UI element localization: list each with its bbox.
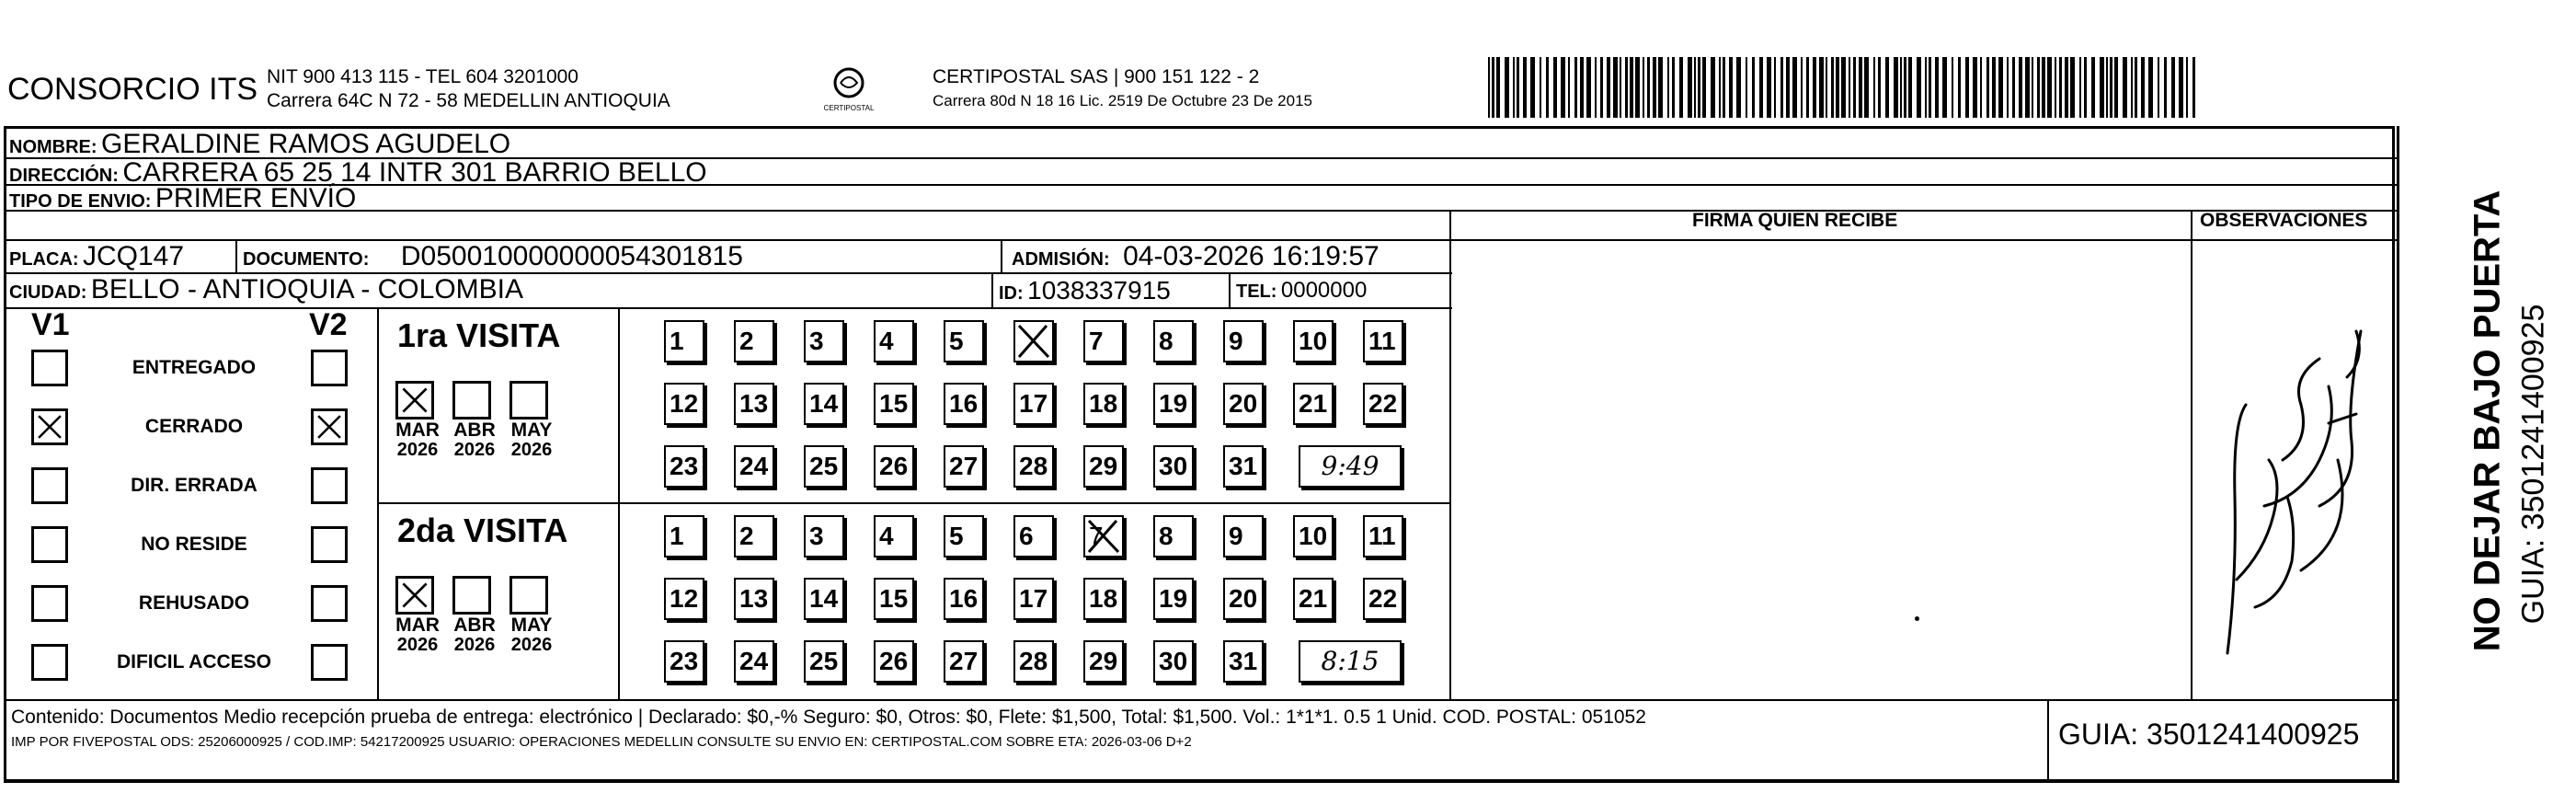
visit-month-checkbox[interactable] bbox=[509, 381, 548, 419]
admision-row bbox=[1012, 241, 1380, 272]
documento-row bbox=[243, 241, 743, 272]
status-v2-checkbox[interactable] bbox=[311, 644, 348, 681]
status-v2-checkbox[interactable] bbox=[311, 585, 348, 622]
ciudad-value: BELLO - ANTIOQUIA - COLOMBIA bbox=[90, 274, 524, 305]
direccion-value: CARRERA 65 25 14 INTR 301 BARRIO BELLO bbox=[122, 157, 707, 188]
visit-month-checkbox[interactable] bbox=[395, 381, 434, 419]
observaciones-header: OBSERVACIONES bbox=[2200, 210, 2368, 231]
placa-label: PLACA: bbox=[9, 249, 79, 270]
day-box[interactable]: 28 bbox=[1013, 640, 1054, 683]
day-box[interactable]: 29 bbox=[1083, 640, 1124, 683]
day-box[interactable]: 23 bbox=[664, 640, 704, 683]
documento-value: D050010000000054301815 bbox=[400, 241, 743, 271]
visit-year-label: 2026 bbox=[510, 635, 553, 655]
day-box[interactable]: 11 bbox=[1363, 320, 1403, 362]
day-box[interactable]: 3 bbox=[804, 320, 844, 362]
day-box[interactable]: 23 bbox=[664, 445, 704, 488]
sender-nit: NIT 900 413 115 - TEL 604 3201000 bbox=[267, 66, 578, 87]
visit-title: 2da VISITA bbox=[397, 511, 568, 549]
visit-year-label: 2026 bbox=[510, 440, 553, 460]
day-box[interactable]: 18 bbox=[1083, 383, 1124, 425]
day-box[interactable]: 22 bbox=[1363, 578, 1403, 620]
visit-month-label: MAY bbox=[510, 419, 553, 441]
day-box[interactable]: 11 bbox=[1363, 515, 1403, 557]
day-box[interactable]: 16 bbox=[944, 383, 984, 425]
day-box[interactable]: 21 bbox=[1293, 578, 1334, 620]
tel-label: TEL: bbox=[1236, 282, 1277, 302]
visit-month-checkbox[interactable] bbox=[452, 576, 491, 615]
day-box[interactable]: 24 bbox=[734, 640, 774, 683]
day-box[interactable]: 9 bbox=[1223, 515, 1264, 557]
day-box[interactable]: 22 bbox=[1363, 383, 1403, 425]
contenido-line: Contenido: Documentos Medio recepción prueba de entrega: electrónico | Declarado: $0,-% Seguro: $0, Otros: $0, Flete: $1,500, Total: $1,500. Vol.: 1*1*1. 0.5 1 Unid. COD. POSTAL: 051052 bbox=[11, 707, 1646, 728]
stray-dot bbox=[1915, 616, 1919, 621]
day-box[interactable]: 28 bbox=[1013, 445, 1054, 488]
nombre-row bbox=[9, 129, 510, 160]
direccion-label: DIRECCIÓN: bbox=[9, 166, 119, 186]
status-v1-checkbox[interactable] bbox=[31, 467, 68, 504]
v1-header: V1 bbox=[31, 307, 70, 342]
day-box[interactable]: 26 bbox=[874, 445, 914, 488]
day-box[interactable]: 1 bbox=[664, 515, 704, 557]
day-box[interactable]: 10 bbox=[1293, 320, 1334, 362]
visit-month-checkbox[interactable] bbox=[509, 576, 548, 615]
sender-address: Carrera 64C N 72 - 58 MEDELLIN ANTIOQUIA bbox=[267, 90, 670, 111]
carrier-nit: CERTIPOSTAL SAS | 900 151 122 - 2 bbox=[933, 66, 1260, 87]
status-v2-checkbox[interactable] bbox=[311, 526, 348, 563]
day-box[interactable]: 8 bbox=[1153, 515, 1194, 557]
day-box[interactable]: 30 bbox=[1153, 640, 1194, 683]
placa-value: JCQ147 bbox=[83, 241, 185, 271]
day-box[interactable]: 27 bbox=[944, 640, 984, 683]
day-box[interactable]: 12 bbox=[664, 383, 704, 425]
visit-month-label: MAY bbox=[510, 615, 553, 636]
day-box[interactable]: 5 bbox=[944, 320, 984, 362]
side-panel bbox=[2405, 126, 2570, 782]
day-box[interactable]: 13 bbox=[734, 383, 774, 425]
day-box[interactable]: 7 bbox=[1083, 320, 1124, 362]
day-box[interactable]: 19 bbox=[1153, 383, 1194, 425]
day-box[interactable]: 13 bbox=[734, 578, 774, 620]
visit-month-checkbox[interactable] bbox=[452, 381, 491, 419]
day-box[interactable]: 17 bbox=[1013, 383, 1054, 425]
day-box[interactable]: 18 bbox=[1083, 578, 1124, 620]
status-label: CERRADO bbox=[144, 416, 244, 437]
visit-month-label: ABR bbox=[453, 419, 496, 441]
day-box[interactable]: 2 bbox=[734, 320, 774, 362]
barcode bbox=[1488, 57, 2196, 118]
sender-name: CONSORCIO ITS bbox=[7, 72, 258, 107]
status-label: REHUSADO bbox=[138, 592, 250, 614]
day-box[interactable]: 2 bbox=[734, 515, 774, 557]
imp-line: IMP POR FIVEPOSTAL ODS: 25206000925 / COD.IMP: 54217200925 USUARIO: OPERACIONES MEDELLIN CONSULTE SU ENVIO EN: CERTIPOSTAL.COM SOBRE ETA: 2026-03-06 D+2 bbox=[11, 734, 1192, 750]
day-box[interactable]: 15 bbox=[874, 383, 914, 425]
observaciones-handwriting bbox=[2200, 276, 2384, 662]
day-box[interactable]: 25 bbox=[804, 640, 844, 683]
nombre-label: NOMBRE: bbox=[9, 137, 97, 157]
footer-guia: GUIA: 3501241400925 bbox=[2058, 718, 2360, 751]
placa-row bbox=[9, 241, 184, 272]
day-box[interactable]: 10 bbox=[1293, 515, 1334, 557]
day-box[interactable]: 26 bbox=[874, 640, 914, 683]
firma-header: FIRMA QUIEN RECIBE bbox=[1692, 210, 1898, 231]
visit-month-label: MAR bbox=[395, 419, 440, 441]
v2-header: V2 bbox=[309, 307, 348, 342]
visit-month-label: ABR bbox=[453, 615, 496, 636]
id-value: 1038337915 bbox=[1027, 276, 1171, 305]
ciudad-row bbox=[9, 274, 523, 305]
tipo-label: TIPO DE ENVIO: bbox=[9, 191, 152, 212]
status-v2-checkbox[interactable] bbox=[311, 467, 348, 504]
id-label: ID: bbox=[999, 283, 1024, 304]
certipostal-logo bbox=[817, 64, 881, 114]
status-v1-checkbox[interactable] bbox=[31, 408, 68, 445]
day-box[interactable]: 20 bbox=[1223, 383, 1264, 425]
day-box[interactable]: 31 bbox=[1223, 445, 1264, 488]
status-v2-checkbox[interactable] bbox=[311, 408, 348, 445]
status-v1-checkbox[interactable] bbox=[31, 350, 68, 386]
status-label: DIR. ERRADA bbox=[131, 475, 258, 496]
visit-year-label: 2026 bbox=[453, 440, 496, 460]
status-label: NO RESIDE bbox=[141, 534, 247, 555]
day-box[interactable]: 21 bbox=[1293, 383, 1334, 425]
visit-time[interactable]: 9:49 bbox=[1299, 445, 1402, 488]
day-box[interactable]: 7 bbox=[1083, 515, 1124, 557]
form-frame bbox=[4, 126, 2395, 782]
visit-month-label: MAR bbox=[395, 615, 440, 636]
side-guia: GUIA: 3501241400925 bbox=[2515, 304, 2551, 625]
day-box[interactable]: 14 bbox=[804, 578, 844, 620]
status-v1-checkbox[interactable] bbox=[31, 526, 68, 563]
day-box[interactable]: 14 bbox=[804, 383, 844, 425]
id-row bbox=[999, 276, 1171, 305]
day-box[interactable]: 19 bbox=[1153, 578, 1194, 620]
day-box[interactable] bbox=[1013, 320, 1054, 362]
tel-row bbox=[1236, 278, 1367, 304]
day-box[interactable]: 24 bbox=[734, 445, 774, 488]
visit-year-label: 2026 bbox=[453, 635, 496, 655]
documento-label: DOCUMENTO: bbox=[243, 249, 370, 270]
day-box[interactable]: 27 bbox=[944, 445, 984, 488]
status-label: ENTREGADO bbox=[132, 357, 257, 378]
visit-time[interactable]: 8:15 bbox=[1299, 640, 1402, 683]
ciudad-label: CIUDAD: bbox=[9, 282, 87, 303]
day-box[interactable]: 1 bbox=[664, 320, 704, 362]
tipo-value: PRIMER ENVÍO bbox=[155, 183, 357, 213]
visit-month-checkbox[interactable] bbox=[395, 576, 434, 615]
tipo-row bbox=[9, 183, 356, 214]
day-box[interactable]: 20 bbox=[1223, 578, 1264, 620]
day-box[interactable]: 8 bbox=[1153, 320, 1194, 362]
status-label: DIFICIL ACCESO bbox=[116, 651, 271, 672]
day-box[interactable]: 4 bbox=[874, 320, 914, 362]
tel-value: 0000000 bbox=[1280, 278, 1368, 303]
logo-text: CERTIPOSTAL bbox=[823, 104, 875, 112]
day-box[interactable]: 30 bbox=[1153, 445, 1194, 488]
status-v1-checkbox[interactable] bbox=[31, 585, 68, 622]
day-box[interactable]: 9 bbox=[1223, 320, 1264, 362]
status-v1-checkbox[interactable] bbox=[31, 644, 68, 681]
day-box[interactable]: 15 bbox=[874, 578, 914, 620]
day-box[interactable]: 31 bbox=[1223, 640, 1264, 683]
visit-year-label: 2026 bbox=[396, 440, 439, 460]
admision-value: 04-03-2026 16:19:57 bbox=[1123, 241, 1380, 271]
carrier-license: Carrera 80d N 18 16 Lic. 2519 De Octubre 23 De 2015 bbox=[933, 92, 1312, 109]
day-box[interactable]: 3 bbox=[804, 515, 844, 557]
status-v2-checkbox[interactable] bbox=[311, 350, 348, 386]
admision-label: ADMISIÓN: bbox=[1012, 249, 1110, 270]
day-box[interactable]: 6 bbox=[1013, 515, 1054, 557]
no-dejar-bajo-puerta: NO DEJAR BAJO PUERTA bbox=[2467, 190, 2508, 652]
day-box[interactable]: 29 bbox=[1083, 445, 1124, 488]
visit-year-label: 2026 bbox=[396, 635, 439, 655]
right-border bbox=[2397, 126, 2399, 782]
day-box[interactable]: 25 bbox=[804, 445, 844, 488]
day-box[interactable]: 5 bbox=[944, 515, 984, 557]
day-box[interactable]: 12 bbox=[664, 578, 704, 620]
nombre-value: GERALDINE RAMOS AGUDELO bbox=[101, 129, 511, 159]
day-box[interactable]: 4 bbox=[874, 515, 914, 557]
day-box[interactable]: 17 bbox=[1013, 578, 1054, 620]
day-box[interactable]: 16 bbox=[944, 578, 984, 620]
visit-title: 1ra VISITA bbox=[397, 316, 561, 354]
